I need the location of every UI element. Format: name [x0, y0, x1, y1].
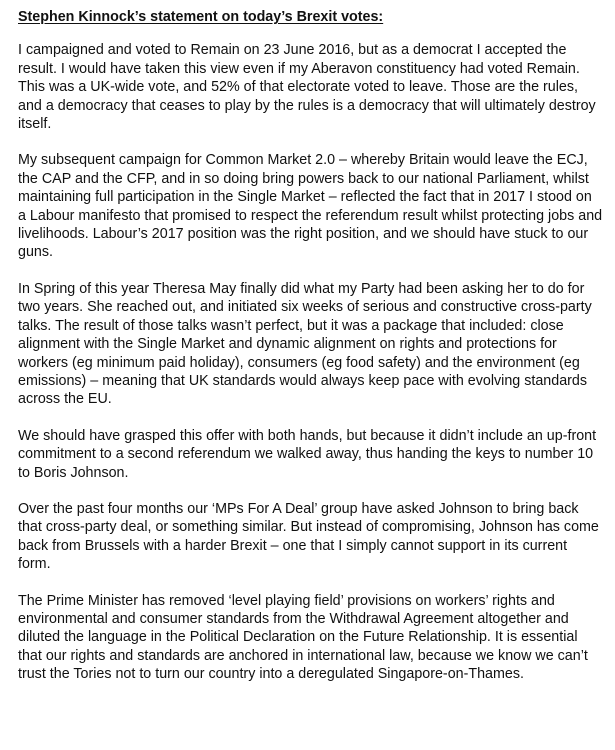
document-title: Stephen Kinnock’s statement on today’s Brexit votes: [18, 9, 384, 25]
paragraph-3: In Spring of this year Theresa May finally did what my Party had been asking her to do for two years. She reached out, and initiated six weeks of serious and constructive cross-party talks. The result of those talks wasn’t perfect, but it was a package that included: close alignment with the Single Market and dynamic alignment on rights and protections for workers (eg minimum paid holiday), consumers (eg food safety) and the environment (eg emissions) – meaning that UK standards would always keep pace with evolving standards across the EU. [18, 280, 592, 408]
paragraph-5: Over the past four months our ‘MPs For A Deal’ group have asked Johnson to bring back that cross-party deal, or something similar. But instead of compromising, Johnson has come back from Brussels with a harder Brexit – one that I simply cannot support in its current form. [18, 500, 599, 573]
paragraph-6: The Prime Minister has removed ‘level playing field’ provisions on workers’ rights and environmental and consumer standards from the Withdrawal Agreement altogether and diluted the language in the Political Declaration on the Future Relationship. It is essential that our rights and standards are anchored in international law, because we know we can’t trust the Tories not to turn our country into a deregulated Singapore-on-Thames. [18, 592, 588, 683]
paragraph-4: We should have grasped this offer with both hands, but because it didn’t include an up-front commitment to a second referendum we walked away, thus handing the keys to number 10 to Boris Johnson. [18, 427, 597, 481]
paragraph-2: My subsequent campaign for Common Market 2.0 – whereby Britain would leave the ECJ, the CAP and the CFP, and in so doing bring powers back to our national Parliament, whilst maintaining full participation in the Single Market – reflected the fact that in 2017 I stood on a Labour manifesto that promised to respect the referendum result whilst protecting jobs and livelihoods. Labour’s 2017 position was the right position, and we should have stuck to our guns. [18, 152, 603, 261]
paragraph-1: I campaigned and voted to Remain on 23 June 2016, but as a democrat I accepted the result. I would have taken this view even if my Aberavon constituency had voted Remain. This was a UK-wide vote, and 52% of that electorate voted to leave. Those are the rules, and a democracy that ceases to play by the rules is a democracy that will ultimately destroy itself. [18, 42, 596, 133]
